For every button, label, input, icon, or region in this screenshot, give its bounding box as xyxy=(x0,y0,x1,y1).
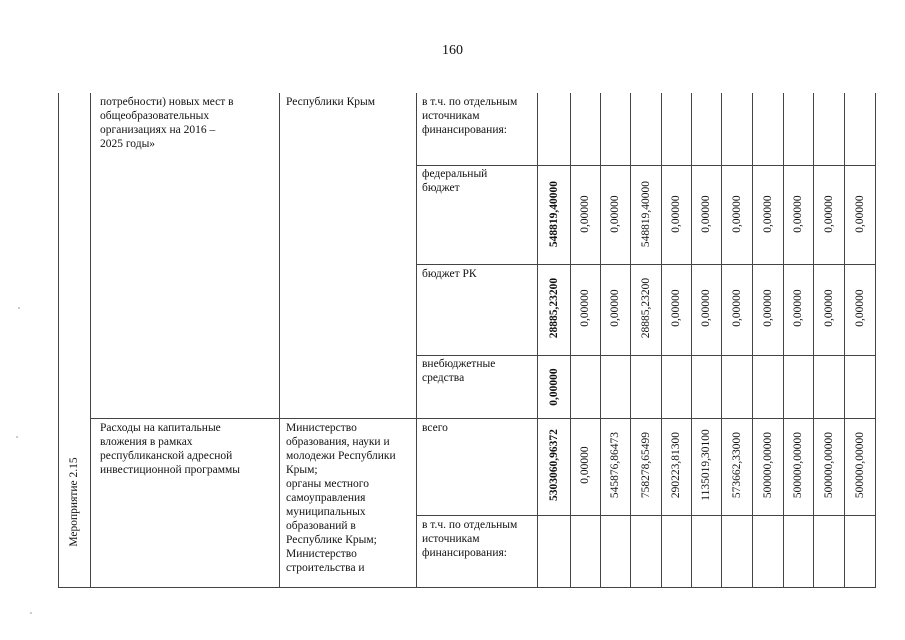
year-value: 0,00000 xyxy=(700,195,712,233)
measure-name-prev: потребности) новых мест в общеобразовательных организациях на 2016 – 2025 годы» xyxy=(100,96,234,150)
year-value: 0,00000 xyxy=(792,195,804,233)
year-value: 0,00000 xyxy=(854,289,866,327)
total-value: 548819,40000 xyxy=(548,180,560,248)
grid-line xyxy=(416,515,876,516)
source-label: в т.ч. по отдельным источникам финансирования: xyxy=(422,96,518,136)
year-value: 0,00000 xyxy=(609,289,621,327)
year-value: 548819,40000 xyxy=(640,180,652,248)
executor-prev: Республики Крым xyxy=(286,96,375,108)
source-label: всего xyxy=(422,422,448,434)
grid-line xyxy=(875,93,876,588)
grid-line xyxy=(537,93,538,588)
grid-line xyxy=(600,93,601,588)
year-value: 1135019,30100 xyxy=(700,429,712,501)
total-value: 5303060,96372 xyxy=(548,429,560,501)
year-value: 0,00000 xyxy=(854,195,866,233)
grid-line xyxy=(752,93,753,588)
source-label: бюджет РК xyxy=(422,268,477,280)
year-value: 0,00000 xyxy=(823,289,835,327)
grid-line xyxy=(813,93,814,588)
financing-table xyxy=(58,93,876,588)
grid-line xyxy=(58,93,59,588)
year-value: 0,00000 xyxy=(762,195,774,233)
year-value: 0,00000 xyxy=(670,289,682,327)
grid-line xyxy=(844,93,845,588)
grid-line xyxy=(58,587,876,588)
year-value: 500000,00000 xyxy=(854,431,866,499)
measure-name: Расходы на капитальные вложения в рамках республиканской адресной инвестиционной программы xyxy=(100,422,240,476)
source-label: внебюджетные средства xyxy=(422,358,496,384)
year-value: 500000,00000 xyxy=(823,431,835,499)
year-value: 0,00000 xyxy=(579,446,591,484)
year-value: 0,00000 xyxy=(579,195,591,233)
grid-line xyxy=(721,93,722,588)
year-value: 0,00000 xyxy=(792,289,804,327)
source-label: федеральный бюджет xyxy=(422,168,488,194)
grid-line xyxy=(90,93,91,588)
scan-mark xyxy=(18,307,20,309)
page-number: 160 xyxy=(442,43,463,58)
year-value: 545876,86473 xyxy=(609,431,621,499)
year-value: 290223,81300 xyxy=(670,431,682,499)
year-value: 0,00000 xyxy=(731,195,743,233)
executor: Министерство образования, науки и молодежи Республики Крым; органы местного самоуправления муниципальных образований в Республике Крым; Министерство строительства и xyxy=(286,422,396,574)
year-value: 0,00000 xyxy=(731,289,743,327)
year-value: 0,00000 xyxy=(579,289,591,327)
measure-label: Мероприятие 2.15 xyxy=(68,457,80,547)
grid-line xyxy=(570,93,571,588)
grid-line xyxy=(279,93,280,588)
year-value: 573662,33000 xyxy=(731,431,743,499)
year-value: 28885,23200 xyxy=(640,277,652,339)
year-value: 0,00000 xyxy=(670,195,682,233)
year-value: 758278,65499 xyxy=(640,431,652,499)
year-value: 0,00000 xyxy=(700,289,712,327)
scan-mark xyxy=(16,436,18,438)
year-value: 0,00000 xyxy=(762,289,774,327)
source-label: в т.ч. по отдельным источникам финансирования: xyxy=(422,519,518,559)
year-value: 500000,00000 xyxy=(792,431,804,499)
scan-mark xyxy=(30,612,32,614)
year-value: 0,00000 xyxy=(823,195,835,233)
total-value: 28885,23200 xyxy=(548,277,560,339)
grid-line xyxy=(416,93,417,588)
grid-line xyxy=(630,93,631,588)
grid-line xyxy=(90,418,876,419)
grid-line xyxy=(661,93,662,588)
year-value: 500000,00000 xyxy=(762,431,774,499)
total-value: 0,00000 xyxy=(548,368,560,406)
grid-line xyxy=(691,93,692,588)
year-value: 0,00000 xyxy=(609,195,621,233)
grid-line xyxy=(783,93,784,588)
